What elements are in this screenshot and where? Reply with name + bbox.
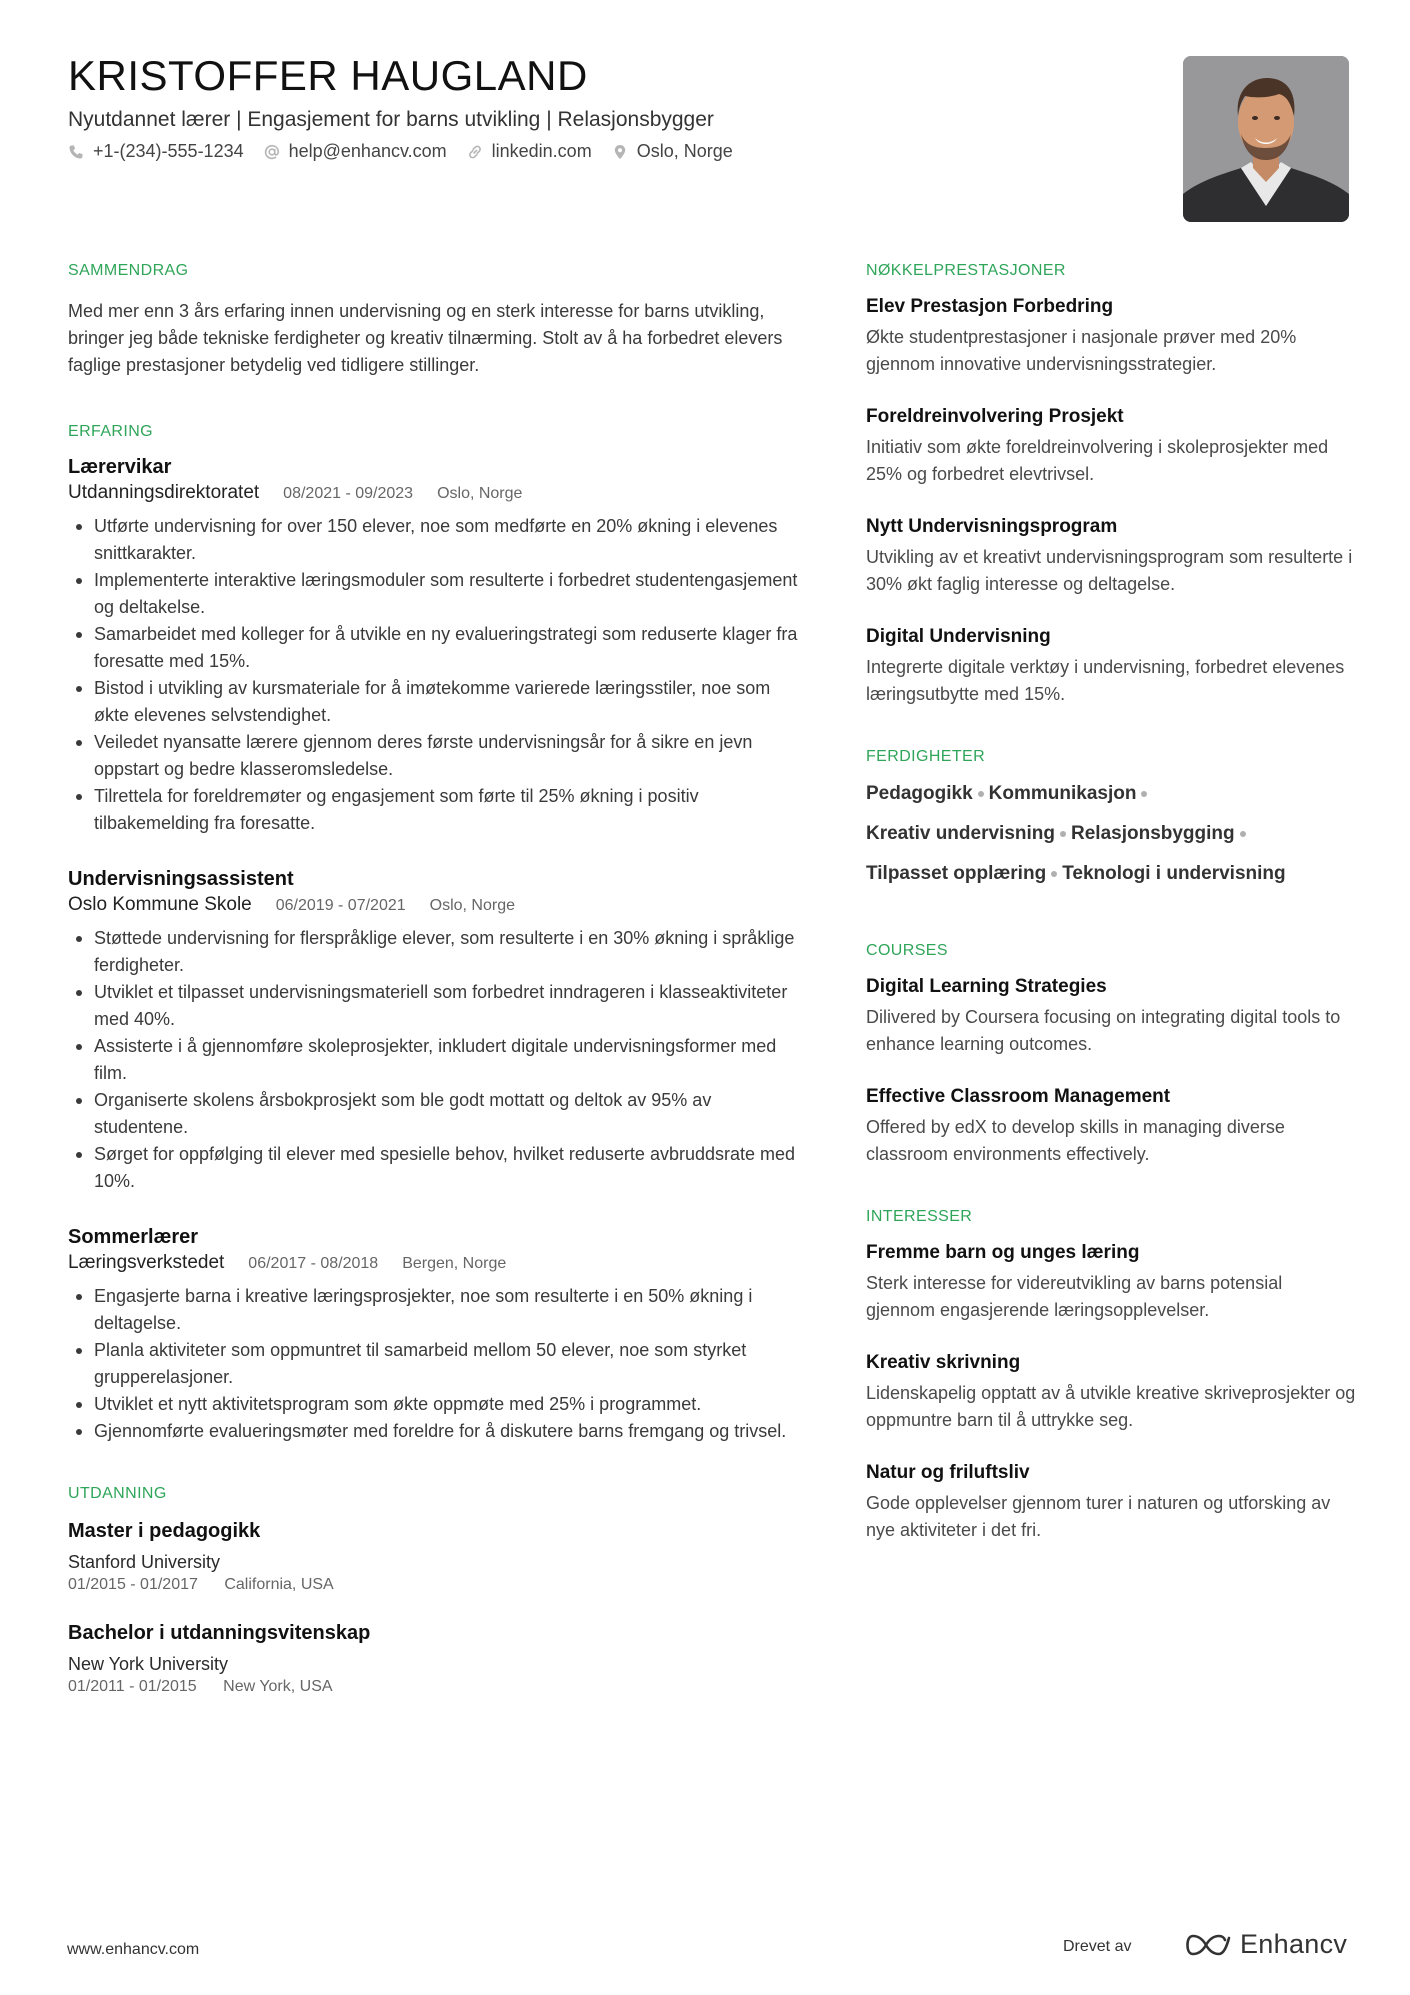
contact-email-text: help@enhancv.com — [288, 141, 447, 161]
separator-dot — [1060, 831, 1066, 837]
right-column — [866, 262, 1356, 1588]
job-location: Bergen, Norge — [402, 1255, 507, 1272]
contact-email[interactable] — [264, 141, 447, 162]
course-title: Digital Learning Strategies — [866, 976, 1107, 997]
job-dates: 06/2019 - 07/2021 — [275, 897, 406, 914]
education-dates: 01/2015 - 01/2017 — [68, 1576, 198, 1593]
contact-location — [612, 141, 733, 162]
education-heading: UTDANNING — [68, 1485, 167, 1502]
job-entry — [68, 1225, 798, 1445]
skills-heading: FERDIGHETER — [866, 748, 986, 765]
skill-tag: Kreativ undervisning — [866, 823, 1055, 844]
education-degree: Master i pedagogikk — [68, 1520, 261, 1542]
course-item — [866, 974, 1356, 1058]
achievement-title: Digital Undervisning — [866, 626, 1051, 647]
interest-desc: Lidenskapelig opptatt av å utvikle kreative skriveprosjekter og oppmuntre barn til å uttrykke seg. — [866, 1383, 1356, 1430]
courses-heading: COURSES — [866, 942, 948, 959]
education-degree: Bachelor i utdanningsvitenskap — [68, 1622, 371, 1644]
skill-tag: Tilpasset opplæring — [866, 863, 1047, 884]
footer-brand-name: Enhancv — [1240, 1929, 1348, 1959]
skills-row — [866, 774, 1356, 814]
skill-tag: Teknologi i undervisning — [1062, 863, 1286, 884]
interest-item — [866, 1460, 1356, 1544]
footer-brand-logo[interactable] — [1186, 1929, 1347, 1960]
education-entry — [68, 1619, 798, 1697]
enhancv-logo-icon — [1186, 1932, 1232, 1958]
achievement-title: Elev Prestasjon Forbedring — [866, 296, 1114, 317]
course-title: Effective Classroom Management — [866, 1086, 1171, 1107]
left-column — [68, 262, 798, 1741]
contact-phone-text: +1-(234)-555-1234 — [93, 141, 244, 161]
interest-title: Natur og friluftsliv — [866, 1462, 1030, 1483]
achievement-item — [866, 294, 1356, 378]
job-location: Oslo, Norge — [437, 485, 523, 502]
job-company: Læringsverkstedet — [68, 1252, 225, 1273]
achievement-item — [866, 624, 1356, 708]
experience-heading: ERFARING — [68, 423, 153, 440]
job-bullet: Gjennomførte evalueringsmøter med foreldre for å diskutere barns fremgang og trivsel. — [68, 1418, 798, 1445]
separator-dot — [1141, 791, 1147, 797]
education-section — [68, 1485, 798, 1697]
job-bullet: Assisterte i å gjennomføre skoleprosjekter, inkludert digitale undervisningsformer med film. — [68, 1033, 798, 1087]
achievements-heading: NØKKELPRESTASJONER — [866, 262, 1066, 279]
education-meta — [68, 1575, 798, 1595]
job-dates: 08/2021 - 09/2023 — [283, 485, 414, 502]
achievement-title: Nytt Undervisningsprogram — [866, 516, 1118, 537]
interest-title: Fremme barn og unges læring — [866, 1242, 1140, 1263]
job-entry — [68, 867, 798, 1195]
job-bullet: Engasjerte barna i kreative læringsprosjekter, noe som resulterte i en 50% økning i deltagelse. — [68, 1283, 798, 1337]
phone-icon — [68, 144, 84, 160]
job-bullet: Implementerte interaktive læringsmoduler som resulterte i forbedret studentengasjement og deltakelse. — [68, 567, 798, 621]
job-title: Lærervikar — [68, 456, 172, 478]
achievement-desc: Økte studentprestasjoner i nasjonale prøver med 20% gjennom innovative undervisningsstrategier. — [866, 327, 1297, 374]
job-title: Undervisningsassistent — [68, 868, 294, 890]
interest-desc: Gode opplevelser gjennom turer i naturen og utforsking av nye aktiviteter i det fri. — [866, 1493, 1331, 1540]
footer-website[interactable]: www.enhancv.com — [67, 1941, 200, 1958]
job-bullet: Organiserte skolens årsbokprosjekt som ble godt mottatt og deltok av 95% av studentene. — [68, 1087, 798, 1141]
education-school: New York University — [68, 1654, 229, 1674]
interests-section — [866, 1208, 1356, 1544]
job-bullets — [68, 1283, 798, 1445]
interest-desc: Sterk interesse for videreutvikling av barns potensial gjennom engasjerende læringsopplevelser. — [866, 1273, 1283, 1320]
education-meta — [68, 1677, 798, 1697]
job-bullet: Støttede undervisning for flerspråklige elever, som resulterte i en 30% økning i språklige ferdigheter. — [68, 925, 798, 979]
summary-text: Med mer enn 3 års erfaring innen undervisning og en sterk interesse for barns utvikling, bringer jeg både tekniske ferdigheter og kreativ tilnærming. Stolt av å ha forbedret elevers faglige prestasjoner betydelig ved tidligere stillinger. — [68, 301, 783, 375]
job-meta — [68, 480, 798, 507]
course-item — [866, 1084, 1356, 1168]
summary-section — [68, 262, 798, 379]
education-entry — [68, 1517, 798, 1595]
separator-dot — [1240, 831, 1246, 837]
achievement-title: Foreldreinvolvering Prosjekt — [866, 406, 1124, 427]
job-entry — [68, 455, 798, 837]
candidate-headline: Nyutdannet lærer | Engasjement for barns utvikling | Relasjonsbygger — [68, 108, 714, 131]
job-bullets — [68, 925, 798, 1195]
contact-phone — [68, 141, 244, 162]
separator-dot — [1051, 871, 1057, 877]
skills-section — [866, 748, 1356, 894]
job-bullet: Planla aktiviteter som oppmuntret til samarbeid mellom 50 elever, noe som styrket grupperelasjoner. — [68, 1337, 798, 1391]
contact-bar — [68, 141, 753, 162]
job-bullet: Sørget for oppfølging til elever med spesielle behov, hvilket reduserte avbruddsrate med 10%. — [68, 1141, 798, 1195]
job-location: Oslo, Norge — [429, 897, 516, 914]
achievement-desc: Integrerte digitale verktøy i undervisning, forbedret elevenes læringsutbytte med 15%. — [866, 657, 1345, 704]
job-meta — [68, 892, 798, 919]
education-location: New York, USA — [223, 1678, 333, 1695]
skills-row — [866, 854, 1356, 894]
skill-tag: Kommunikasjon — [988, 783, 1137, 804]
job-company: Utdanningsdirektoratet — [68, 482, 260, 503]
experience-section — [68, 423, 798, 1445]
summary-heading: SAMMENDRAG — [68, 262, 189, 279]
job-bullet: Veiledet nyansatte lærere gjennom deres første undervisningsår for å sikre en jevn oppstart og bedre klasseromsledelse. — [68, 729, 798, 783]
skill-tag: Relasjonsbygging — [1071, 823, 1235, 844]
interest-item — [866, 1240, 1356, 1324]
interest-item — [866, 1350, 1356, 1434]
footer-powered-by: Drevet av — [1063, 1938, 1132, 1955]
job-bullet: Tilrettela for foreldremøter og engasjement som førte til 25% økning i positiv tilbakemelding fra foresatte. — [68, 783, 798, 837]
achievement-desc: Utvikling av et kreativt undervisningsprogram som resulterte i 30% økt faglig interesse og deltagelse. — [866, 547, 1353, 594]
job-bullet: Bistod i utvikling av kursmateriale for å imøtekomme varierede læringsstiler, noe som økte elevenes selvstendighet. — [68, 675, 798, 729]
candidate-name: KRISTOFFER HAUGLAND — [68, 52, 588, 99]
skills-row — [866, 814, 1356, 854]
job-company: Oslo Kommune Skole — [68, 894, 252, 915]
job-bullets — [68, 513, 798, 837]
achievement-item — [866, 404, 1356, 488]
interests-heading: INTERESSER — [866, 1208, 973, 1225]
job-bullet: Utførte undervisning for over 150 elever, noe som medførte en 20% økning i elevenes snittkarakter. — [68, 513, 798, 567]
contact-location-text: Oslo, Norge — [636, 141, 733, 161]
course-desc: Offered by edX to develop skills in managing diverse classroom environments effectively. — [866, 1117, 1285, 1164]
job-title: Sommerlærer — [68, 1226, 199, 1248]
skill-tag: Pedagogikk — [866, 783, 973, 804]
interest-title: Kreativ skrivning — [866, 1352, 1021, 1373]
course-desc: Dilivered by Coursera focusing on integrating digital tools to enhance learning outcomes. — [866, 1007, 1341, 1054]
job-bullet: Samarbeidet med kolleger for å utvikle en ny evalueringstrategi som reduserte klager fra foresatte med 15%. — [68, 621, 798, 675]
job-bullet: Utviklet et tilpasset undervisningsmateriell som forbedret inndrageren i klasseaktiviteter med 40%. — [68, 979, 798, 1033]
job-meta — [68, 1250, 798, 1277]
contact-linkedin[interactable] — [467, 141, 592, 162]
link-icon — [467, 144, 483, 160]
education-school: Stanford University — [68, 1552, 221, 1572]
job-dates: 06/2017 - 08/2018 — [248, 1255, 379, 1272]
contact-linkedin-text: linkedin.com — [491, 141, 592, 161]
at-icon — [264, 144, 280, 160]
achievement-item — [866, 514, 1356, 598]
separator-dot — [978, 791, 984, 797]
profile-photo — [1183, 56, 1349, 222]
education-location: California, USA — [224, 1576, 334, 1593]
job-bullet: Utviklet et nytt aktivitetsprogram som økte oppmøte med 25% i programmet. — [68, 1391, 798, 1418]
achievements-section — [866, 262, 1356, 708]
achievement-desc: Initiativ som økte foreldreinvolvering i skoleprosjekter med 25% og forbedret elevtrivsel. — [866, 437, 1329, 484]
courses-section — [866, 942, 1356, 1168]
location-pin-icon — [612, 144, 628, 160]
education-dates: 01/2011 - 01/2015 — [68, 1678, 197, 1695]
profile-portrait-illustration — [1183, 56, 1349, 222]
